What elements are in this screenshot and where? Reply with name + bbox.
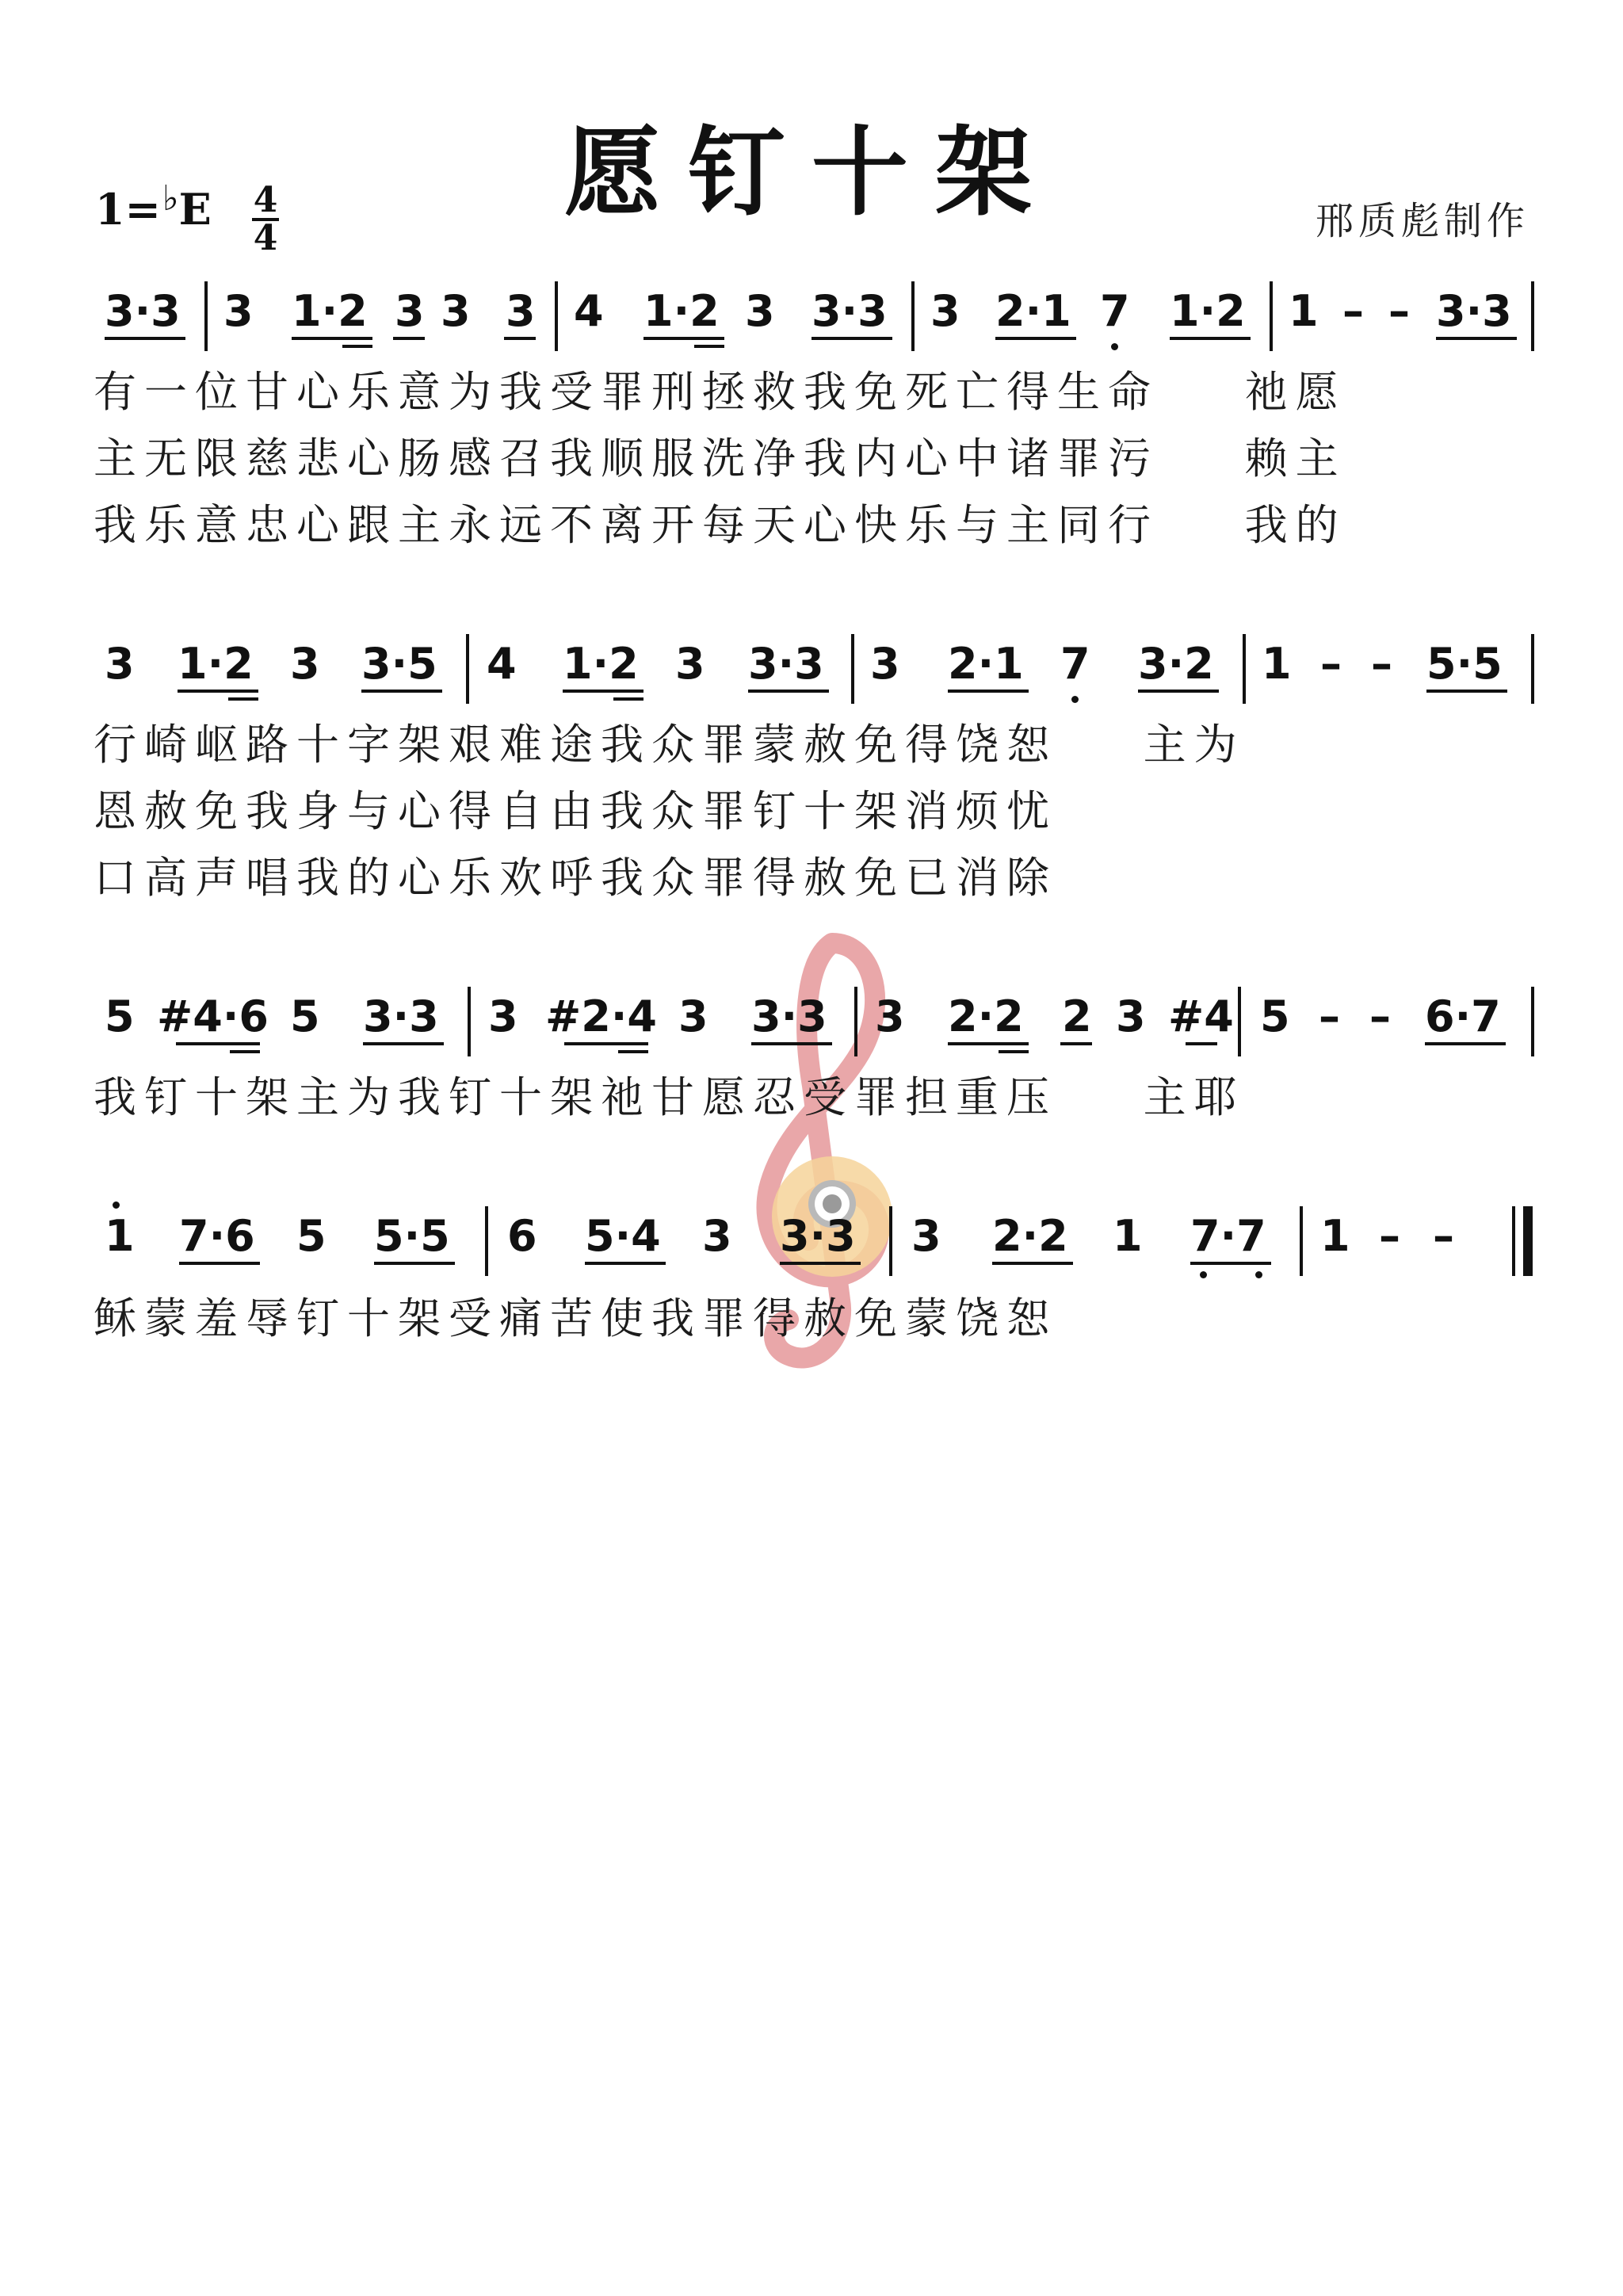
note: 7·6 bbox=[179, 1211, 255, 1261]
note: 5·5 bbox=[1426, 639, 1503, 689]
note: 3·3 bbox=[751, 991, 827, 1041]
note: #2·4 bbox=[545, 991, 657, 1041]
note: 3 bbox=[745, 286, 775, 336]
note: 7 bbox=[1100, 286, 1130, 336]
lyric-line-2: 主无限慈悲心肠感召我顺服洗净我内心中诸罪污 赖主 bbox=[94, 434, 1346, 483]
note: 2·1 bbox=[995, 286, 1071, 336]
note: 1·2 bbox=[1170, 286, 1246, 336]
lyric-line-3: 口高声唱我的心乐欢呼我众罪得赦免已消除 bbox=[94, 853, 1057, 903]
note: 3·3 bbox=[780, 1211, 856, 1261]
note: 5 bbox=[105, 991, 135, 1041]
note: 3 bbox=[911, 1211, 941, 1261]
note: 1 bbox=[1289, 286, 1319, 336]
key-letter: E bbox=[178, 184, 212, 235]
flat-sign: ♭ bbox=[162, 178, 179, 219]
note: – bbox=[1342, 286, 1364, 336]
note: #4·6 bbox=[157, 991, 269, 1041]
note: 3·5 bbox=[361, 639, 437, 689]
lyric-line-1: 行崎岖路十字架艰难途我众罪蒙赦免得饶恕 主为 bbox=[94, 720, 1245, 770]
note: 5 bbox=[296, 1211, 327, 1261]
note: – bbox=[1371, 639, 1392, 689]
notes-row bbox=[0, 987, 1623, 1066]
lyric-line-3: 我乐意忠心跟主永远不离开每天心快乐与主同行 我的 bbox=[94, 500, 1346, 550]
author-credit: 邢质彪制作 bbox=[1315, 199, 1529, 243]
note: 3 bbox=[441, 286, 471, 336]
note: 7·7 bbox=[1190, 1211, 1266, 1261]
note: 3 bbox=[678, 991, 708, 1041]
lyric-line-1: 稣蒙羞辱钉十架受痛苦使我罪得赦免蒙饶恕 bbox=[94, 1293, 1057, 1343]
note: – bbox=[1369, 991, 1391, 1041]
note: 3 bbox=[1116, 991, 1146, 1041]
note: 1·2 bbox=[563, 639, 639, 689]
note: 3 bbox=[675, 639, 705, 689]
note: 5·4 bbox=[585, 1211, 661, 1261]
note: #4 bbox=[1168, 991, 1234, 1041]
note: 1 bbox=[1320, 1211, 1350, 1261]
note: 3 bbox=[506, 286, 536, 336]
key-prefix: 1= bbox=[95, 184, 161, 235]
note: 3·3 bbox=[748, 639, 824, 689]
note: – bbox=[1379, 1211, 1400, 1261]
note: 3 bbox=[870, 639, 900, 689]
note: 3·3 bbox=[812, 286, 888, 336]
note: 3 bbox=[930, 286, 960, 336]
note: 5·5 bbox=[374, 1211, 450, 1261]
note: 6 bbox=[507, 1211, 537, 1261]
note: 3·3 bbox=[105, 286, 181, 336]
note: 7 bbox=[1060, 639, 1090, 689]
note: 3 bbox=[702, 1211, 732, 1261]
note: 1 bbox=[1262, 639, 1292, 689]
note: – bbox=[1388, 286, 1410, 336]
note: 1 bbox=[105, 1211, 135, 1261]
notes-row bbox=[0, 1206, 1623, 1286]
note: 3 bbox=[875, 991, 905, 1041]
note: 3·3 bbox=[363, 991, 439, 1041]
lyric-line-1: 我钉十架主为我钉十架祂甘愿忍受罪担重压 主耶 bbox=[94, 1072, 1245, 1122]
note: 2·2 bbox=[992, 1211, 1068, 1261]
note: 3 bbox=[290, 639, 320, 689]
notes-row bbox=[0, 281, 1623, 361]
note: 1·2 bbox=[292, 286, 368, 336]
time-bottom: 4 bbox=[253, 218, 278, 258]
note: 2·1 bbox=[948, 639, 1024, 689]
note: 2 bbox=[1062, 991, 1092, 1041]
lyric-line-2: 恩赦免我身与心得自由我众罪钉十架消烦忧 bbox=[94, 786, 1057, 836]
note: 1 bbox=[1113, 1211, 1143, 1261]
note: – bbox=[1433, 1211, 1454, 1261]
key-signature bbox=[95, 178, 212, 235]
note: 5 bbox=[290, 991, 320, 1041]
note: 3 bbox=[395, 286, 425, 336]
time-top: 4 bbox=[253, 180, 278, 220]
note: 3 bbox=[223, 286, 254, 336]
note: 3 bbox=[488, 991, 518, 1041]
note: 3·2 bbox=[1138, 639, 1214, 689]
note: 3·3 bbox=[1436, 286, 1512, 336]
time-signature bbox=[252, 180, 279, 258]
notes-row bbox=[0, 634, 1623, 713]
lyric-line-1: 有一位甘心乐意为我受罪刑拯救我免死亡得生命 祂愿 bbox=[94, 367, 1346, 417]
note: – bbox=[1320, 639, 1342, 689]
note: 4 bbox=[574, 286, 604, 336]
note: 1·2 bbox=[178, 639, 254, 689]
note: 3 bbox=[105, 639, 135, 689]
note: 4 bbox=[487, 639, 517, 689]
note: – bbox=[1319, 991, 1340, 1041]
note: 1·2 bbox=[643, 286, 720, 336]
song-title: 愿钉十架 bbox=[564, 115, 1059, 229]
note: 5 bbox=[1260, 991, 1290, 1041]
note: 2·2 bbox=[948, 991, 1024, 1041]
note: 6·7 bbox=[1425, 991, 1501, 1041]
